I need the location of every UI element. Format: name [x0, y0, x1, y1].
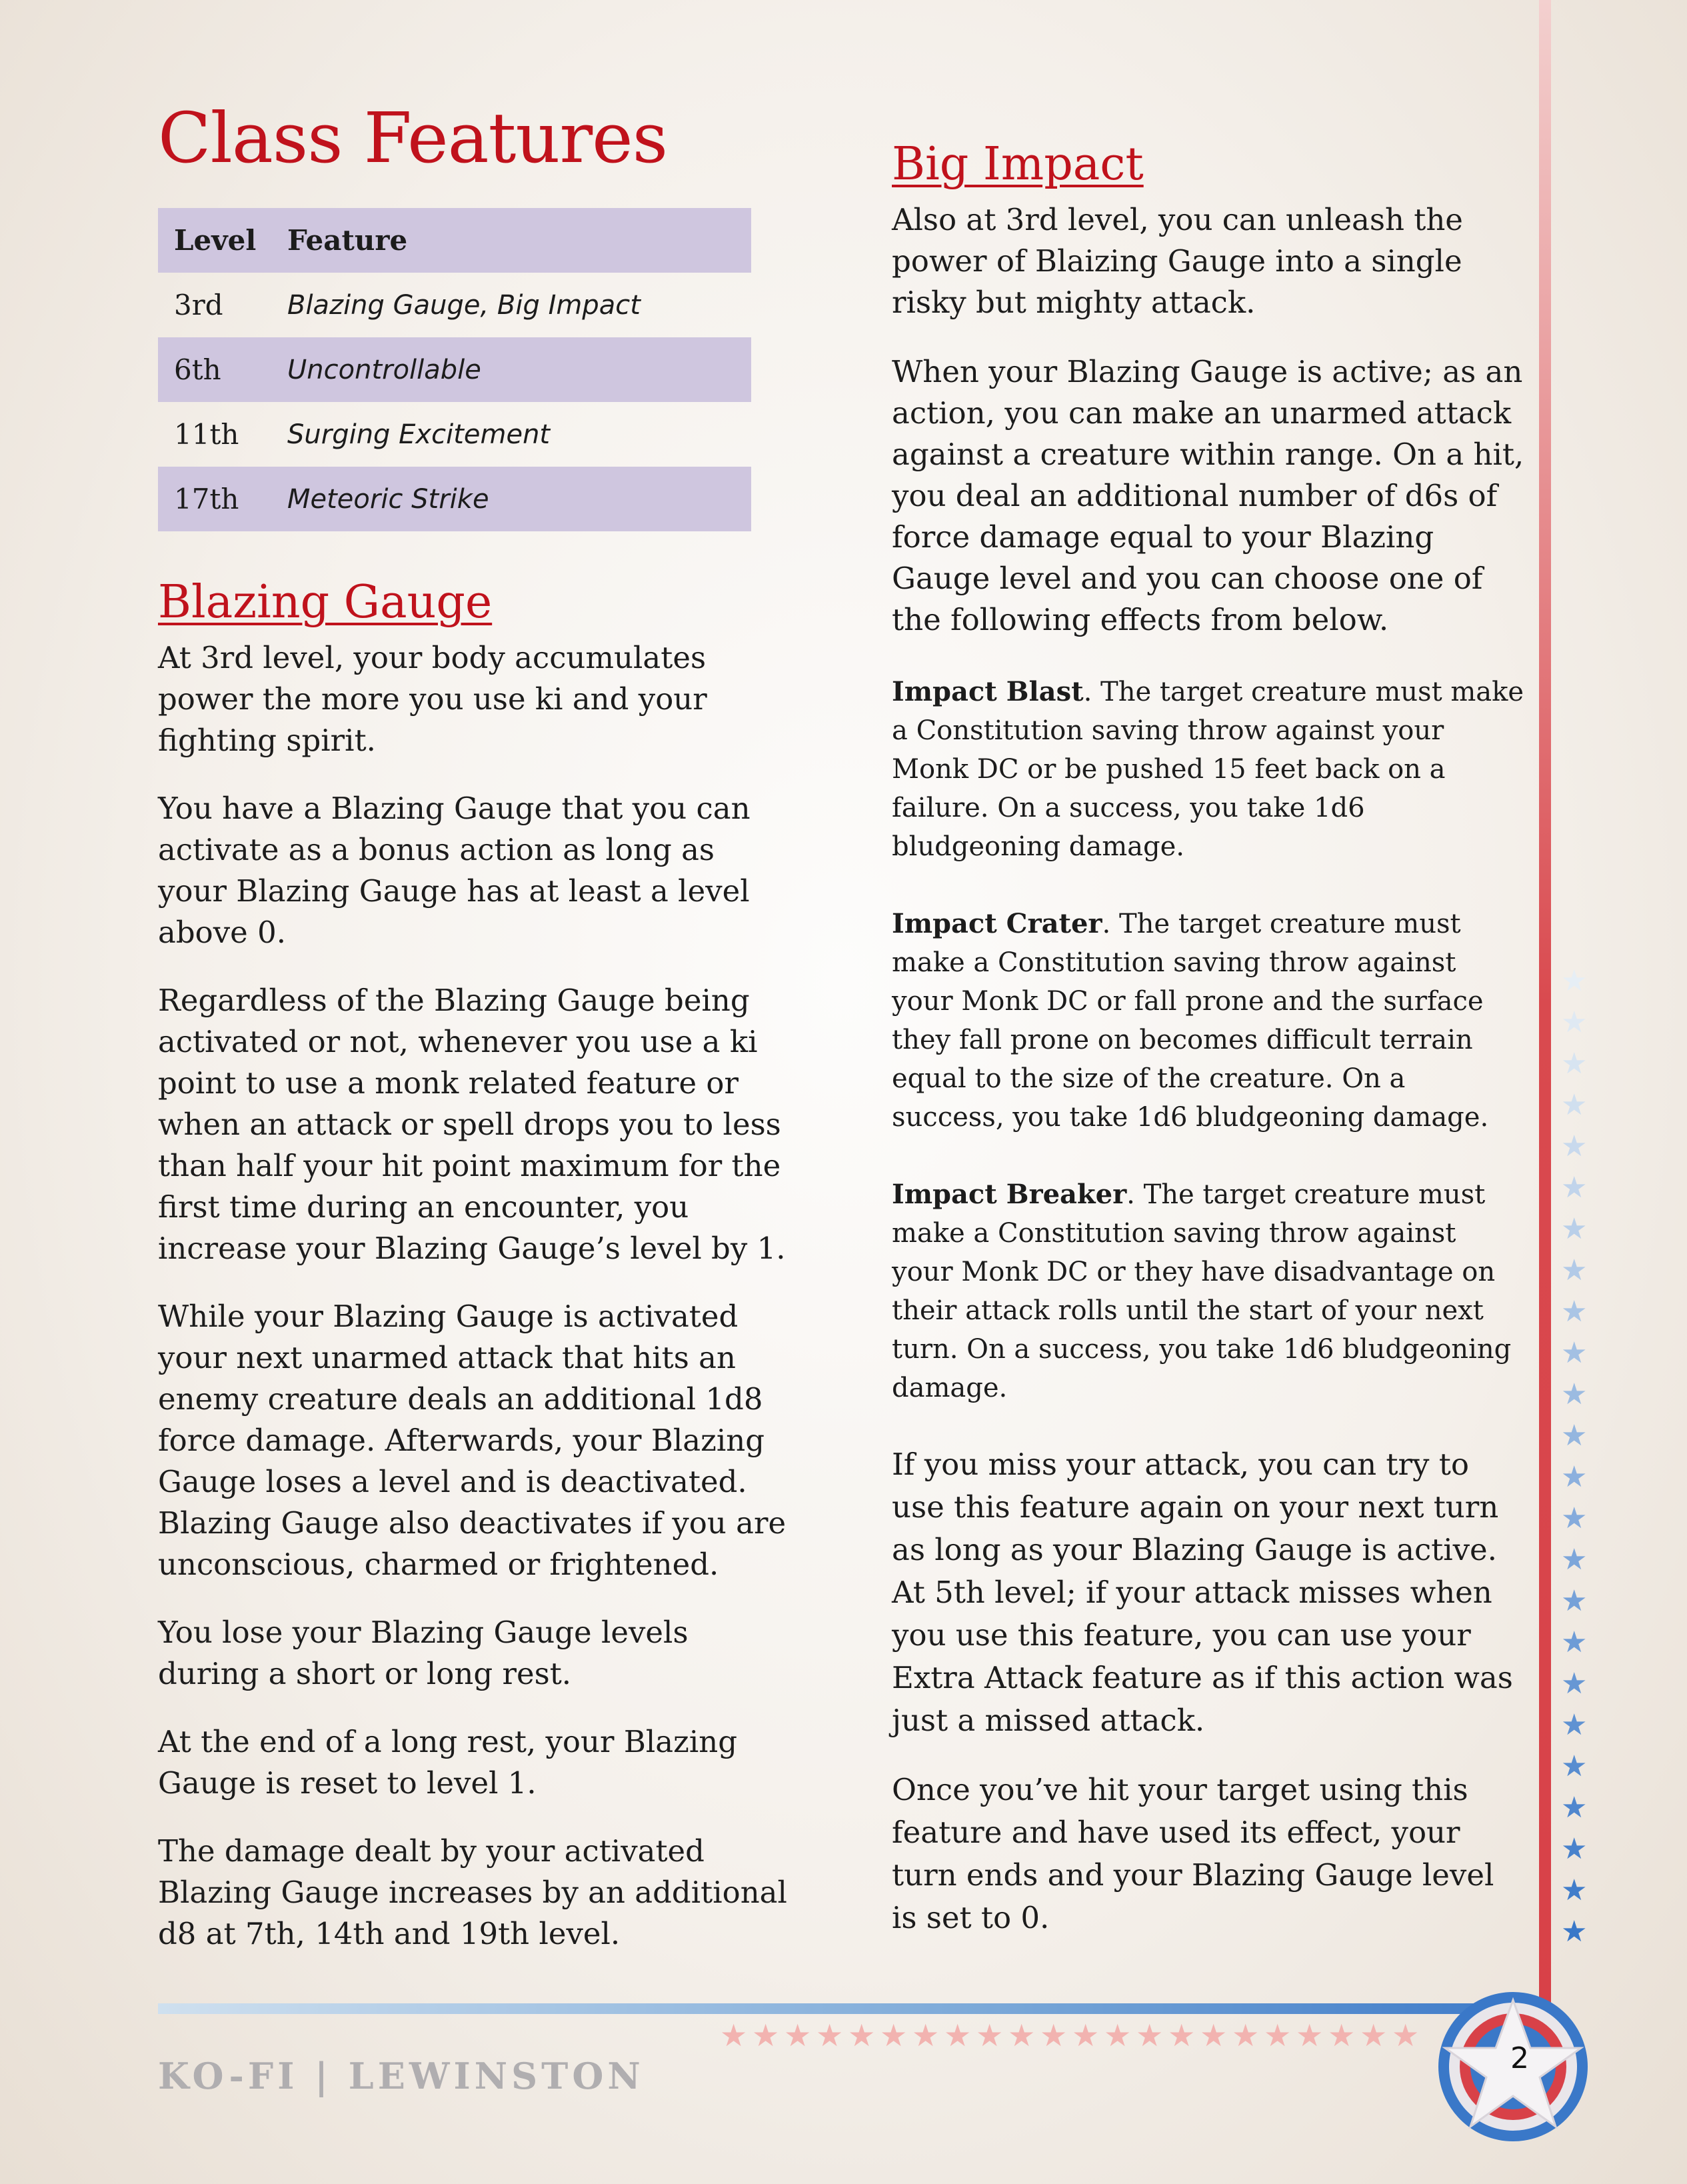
star-icon: ★	[720, 2017, 748, 2053]
star-icon: ★	[1561, 1832, 1588, 1866]
star-icon: ★	[1561, 1377, 1588, 1411]
effect-name: Impact Crater	[892, 907, 1102, 939]
row-level: 3rd	[174, 289, 223, 322]
star-icon: ★	[1561, 1419, 1588, 1453]
star-icon: ★	[1561, 1749, 1588, 1783]
star-icon: ★	[1040, 2017, 1068, 2053]
star-icon: ★	[1561, 1460, 1588, 1494]
effect-impact-breaker	[892, 1175, 1525, 1407]
paragraph: While your Blazing Gauge is activated your next unarmed attack that hits an enemy creature deals an additional 1d8 force damage. Afterwards, your Blazing Gauge loses a level and is deactivated. Blazing Gauge also deactivates if you are unconscious, charmed or frightened.	[158, 1299, 787, 1583]
star-icon: ★	[944, 2017, 972, 2053]
class-features-table	[158, 208, 751, 531]
row-feature: Meteoric Strike	[287, 483, 489, 515]
effect-impact-crater	[892, 905, 1525, 1137]
effect-name: Impact Breaker	[892, 1178, 1127, 1210]
star-icon: ★	[1561, 1791, 1588, 1825]
star-icon: ★	[1561, 1005, 1588, 1039]
star-icon: ★	[1561, 1336, 1588, 1370]
col-header-level: Level	[174, 224, 257, 257]
right-column	[892, 140, 1525, 1966]
star-icon: ★	[880, 2017, 908, 2053]
star-icon: ★	[1008, 2017, 1036, 2053]
paragraph: At 3rd level, your body accumulates power the more you use ki and your fighting spirit.	[158, 640, 707, 759]
row-feature: Surging Excitement	[287, 419, 551, 450]
star-row	[720, 2017, 1440, 2053]
star-icon: ★	[1232, 2017, 1260, 2053]
page-number: 2	[1510, 2041, 1529, 2075]
paragraph: Regardless of the Blazing Gauge being activated or not, whenever you use a ki point to use a monk related feature or when an attack or spell drops you to less than half your hit point maximum for the first time during an encounter, you increase your Blazing Gauge’s level by 1.	[158, 983, 786, 1267]
star-icon: ★	[1168, 2017, 1196, 2053]
star-icon: ★	[848, 2017, 876, 2053]
star-icon: ★	[1561, 1088, 1588, 1122]
row-feature: Blazing Gauge, Big Impact	[287, 289, 641, 321]
star-icon: ★	[1561, 1212, 1588, 1246]
star-icon: ★	[1561, 1584, 1588, 1618]
star-icon: ★	[1561, 1295, 1588, 1329]
paragraph: Once you’ve hit your target using this feature and have used its effect, your turn ends and your Blazing Gauge level is set to 0.	[892, 1771, 1494, 1935]
star-icon: ★	[1200, 2017, 1228, 2053]
star-icon: ★	[1561, 1501, 1588, 1535]
star-icon: ★	[912, 2017, 940, 2053]
star-icon: ★	[1561, 1253, 1588, 1287]
effect-text: . The target creature must make a Constitution saving throw against your Monk DC or be pushed 15 feet back on a failure. On a success, you take 1d6 bludgeoning damage.	[892, 676, 1524, 862]
section-heading-big-impact: Big Impact	[892, 138, 1144, 191]
paragraph: The damage dealt by your activated Blazing Gauge increases by an additional d8 at 7th, 14th and 19th level.	[158, 1833, 787, 1952]
star-icon: ★	[1561, 1625, 1588, 1659]
star-icon: ★	[1264, 2017, 1292, 2053]
star-icon: ★	[1392, 2017, 1420, 2053]
row-level: 6th	[174, 353, 221, 387]
star-icon: ★	[1328, 2017, 1356, 2053]
footer-credit: KO-FI | LEWINSTON	[158, 2055, 645, 2097]
star-icon: ★	[816, 2017, 844, 2053]
section-heading-blazing-gauge: Blazing Gauge	[158, 576, 493, 629]
table-row	[158, 273, 751, 337]
red-stripe	[1539, 0, 1551, 2007]
star-icon: ★	[784, 2017, 812, 2053]
star-icon: ★	[1561, 964, 1588, 998]
star-icon: ★	[976, 2017, 1004, 2053]
star-icon: ★	[1561, 1915, 1588, 1949]
row-level: 11th	[174, 418, 239, 451]
star-icon: ★	[1561, 1129, 1588, 1163]
paragraph: When your Blazing Gauge is active; as an action, you can make an unarmed attack against a creature within range. On a hit, you deal an additional number of d6s of force damage equal to your Blazing Gauge level and you can choose one of the following effects from below.	[892, 353, 1524, 637]
left-column	[158, 97, 791, 1981]
star-icon: ★	[1561, 1171, 1588, 1205]
effect-name: Impact Blast	[892, 675, 1084, 707]
row-level: 17th	[174, 483, 239, 516]
star-icon: ★	[1296, 2017, 1324, 2053]
paragraph: You lose your Blazing Gauge levels during a short or long rest.	[158, 1615, 689, 1692]
paragraph: You have a Blazing Gauge that you can activate as a bonus action as long as your Blazing Gauge has at least a level above 0.	[158, 791, 751, 951]
star-icon: ★	[1561, 1873, 1588, 1907]
page-title: Class Features	[158, 97, 668, 179]
col-header-feature: Feature	[287, 224, 408, 257]
star-icon: ★	[1136, 2017, 1164, 2053]
table-header-row	[158, 208, 751, 273]
star-icon: ★	[1360, 2017, 1388, 2053]
table-row	[158, 467, 751, 531]
effect-text: . The target creature must make a Constitution saving throw against your Monk DC or fall prone and the surface they fall prone on becomes difficult terrain equal to the size of the creature. On a success, you take 1d6 bludgeoning damage.	[892, 908, 1489, 1133]
star-icon: ★	[1104, 2017, 1132, 2053]
star-icon: ★	[1561, 1047, 1588, 1081]
table-row	[158, 402, 751, 467]
effect-impact-blast	[892, 673, 1525, 866]
effect-text: . The target creature must make a Constitution saving throw against your Monk DC or they have disadvantage on their attack rolls until the start of your next turn. On a success, you take 1d6 bludgeoning damage.	[892, 1179, 1512, 1403]
paragraph: Also at 3rd level, you can unleash the power of Blaizing Gauge into a single risky but mighty attack.	[892, 201, 1463, 320]
paragraph: At the end of a long rest, your Blazing Gauge is reset to level 1.	[158, 1724, 737, 1801]
table-row	[158, 337, 751, 402]
paragraph: If you miss your attack, you can try to use this feature again on your next turn as long as your Blazing Gauge is active. At 5th level; if your attack misses when you use this feature, you can use your Extra Attack feature as if this action was just a missed attack.	[892, 1446, 1513, 1738]
star-icon: ★	[1072, 2017, 1100, 2053]
blue-stripe	[158, 2003, 1551, 2014]
star-icon: ★	[1561, 1708, 1588, 1742]
star-icon: ★	[1561, 1543, 1588, 1577]
row-feature: Uncontrollable	[287, 354, 481, 385]
star-icon: ★	[1561, 1667, 1588, 1701]
star-icon: ★	[752, 2017, 780, 2053]
